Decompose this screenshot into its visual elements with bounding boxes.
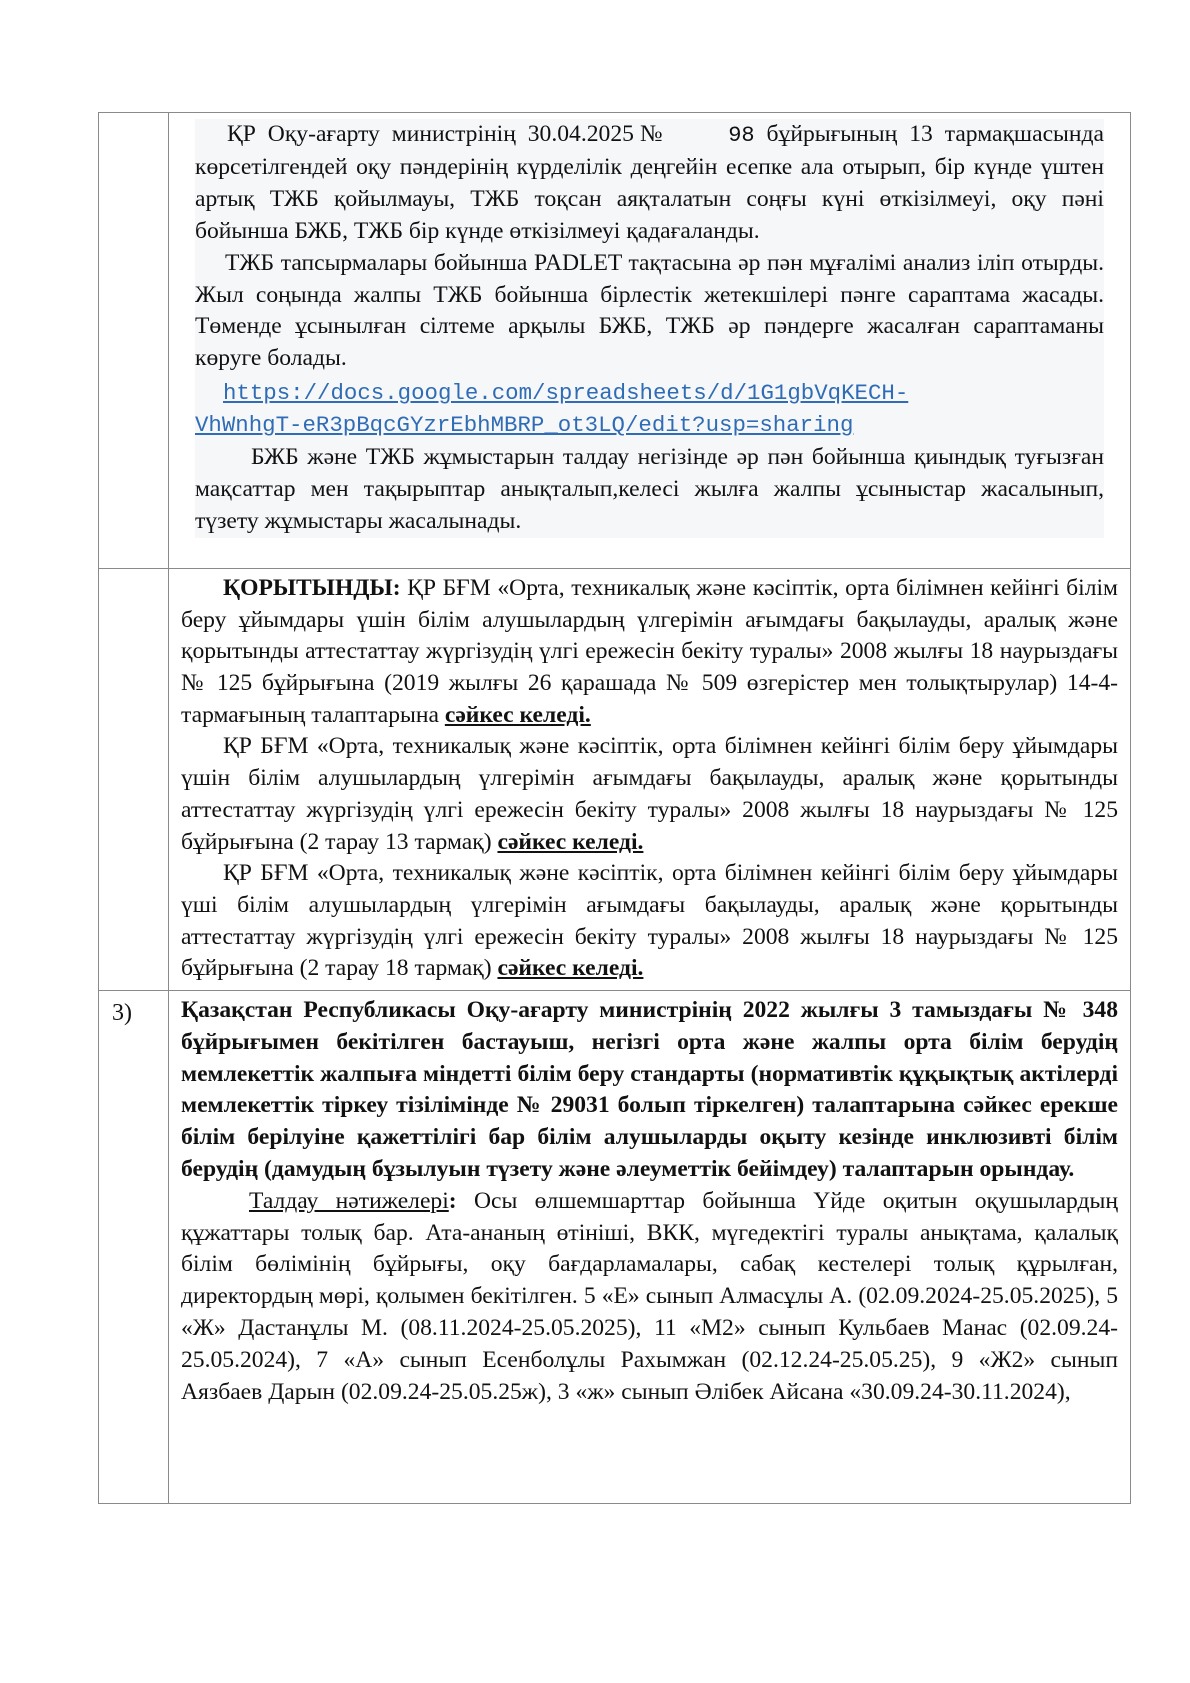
analysis-paragraph: Талдау нәтижелері: Осы өлшемшарттар бойынша Үйде оқитын оқушылардың құжаттары толық бар. Ата-ананың өтініші, ВКК, мүгедектігі туралы анықтама, қалалық білім бөлімінің бұйрығы, оқу бағдарламалары, сабақ кестелері толық құрылған, директордың мөрі, қолымен бекітілген. 5 «Е» сынып Алмасұлы А. (02.09.2024-25.05.2025), 5 «Ж» Дастанұлы М. (08.11.2024-25.05.2025), 11 «М2» сынып Кульбаев Манас (02.09.24-25.05.2024), 7 «А» сынып Есенболұлы Рахымжан (02.12.24-25.05.25), 9 «Ж2» сынып Аязбаев Дарын (02.09.24-25.05.25ж), 3 «ж» сынып Әлібек Айсана «30.09.24-30.11.2024), [181,1187,1118,1405]
document-table [98,112,1131,1504]
paragraph: ТЖБ тапсырмалары бойынша PADLET тақтасына әр пән мұғалімі анализ іліп отырды. Жыл соңында жалпы ТЖБ бойынша бірлестік жетекшілері пәнге сараптама жасады. Төменде ұсынылған сілтеме арқылы БЖБ, ТЖБ әр пәндерге жасалған сараптаманы көруге болады. [195,249,1104,372]
paragraph: ҚР БҒМ «Орта, техникалық және кәсіптік, орта білімнен кейінгі білім беру ұйымдары үшін білім алушылардың үлгерімін ағымдағы бақылауды, аралық және қорытынды аттестаттау жүргізудің үлгі ережесін бекіту туралы» 2008 жылғы 18 наурыздағы № 125 бұйрығына (2 тарау 13 тармақ) сәйкес келеді. [181,733,1118,855]
shaded-text-block [195,119,1104,538]
table-row [99,990,1131,1503]
analysis-label: Талдау нәтижелері [249,1187,449,1214]
paragraph: ҚР Оқу-ағарту министрінің 30.04.2025№ 98 бұйрығының 13 тармақшасында көрсетілгендей оқу пәндерінің күрделілік деңгейін есепке ала отырып, бір күнде үштен артық ТЖБ қойылмауы, ТЖБ тоқсан аяқталатын соңғы күні өткізілмеуі, оқу пәні бойынша БЖБ, ТЖБ бір күнде өткізілмеуі қадағаланды. [195,121,1104,244]
number-cell [99,113,169,569]
item-number: 3) [99,990,169,1503]
requirement-title: Қазақстан Республикасы Оқу-ағарту министрінің 2022 жылғы 3 тамыздағы № 348 бұйрығымен бекітілген бастауыш, негізгі орта және жалпы орта білім берудің мемлекеттік жалпыға міндетті білім беру стандарты (нормативтік құқықтық актілерді мемлекеттік тіркеу тізілімінде № 29031 болып тіркелген) талаптарына сәйкес ерекше білім берілуіне қажеттілігі бар білім алушыларды оқыту кезінде инклюзивті білім берудің (дамудың бұзылуын түзету және әлеуметтік бейімдеу) талаптарын орындау. [181,996,1118,1182]
table-row [99,113,1131,569]
body-cell [169,568,1131,990]
paragraph: ҚР БҒМ «Орта, техникалық және кәсіптік, орта білімнен кейінгі білім беру ұйымдары үші білім алушылардың үлгерімін ағымдағы бақылауды, аралық және қорытынды аттестаттау жүргізудің үлгі ережесін бекіту туралы» 2008 жылғы 18 наурыздағы № 125 бұйрығына (2 тарау 18 тармақ) сәйкес келеді. [181,860,1118,982]
verdict: сәйкес келеді. [444,701,591,728]
paragraph: ҚОРЫТЫНДЫ: ҚР БҒМ «Орта, техникалық және кәсіптік, орта білімнен кейінгі білім беру ұйымдары үшін білім алушылардың үлгерімін ағымдағы бақылауды, аралық және қорытынды аттестаттау жүргізудің үлгі ережесін бекіту туралы» 2008 жылғы 18 наурыздағы № 125 бұйрығына (2019 жылғы 26 қарашада № 509 өзгерістер мен толықтырулар) 14-4-тармағының талаптарына сәйкес келеді. [181,574,1118,728]
body-cell [169,113,1131,569]
verdict: сәйкес келеді. [497,955,644,982]
table-row [99,568,1131,990]
paragraph: БЖБ және ТЖБ жұмыстарын талдау негізінде әр пән бойынша қиындық туғызған мақсаттар мен тақырыптар анықталып,келесі жылға жалпы ұсыныстар жасалынып, түзету жұмыстары жасалынады. [195,444,1104,535]
number-cell [99,568,169,990]
body-cell [169,990,1131,1503]
spreadsheet-link[interactable]: https://docs.google.com/spreadsheets/d/1G1gbVqKECH- VhWnhgT-eR3pBqcGYzrEbhMBRP_ot3LQ/edit?usp=sharing [195,380,909,439]
requirement-block [169,991,1130,1408]
verdict: сәйкес келеді. [497,828,644,855]
conclusion-block [169,569,1130,985]
conclusion-label: ҚОРЫТЫНДЫ: [223,574,401,601]
